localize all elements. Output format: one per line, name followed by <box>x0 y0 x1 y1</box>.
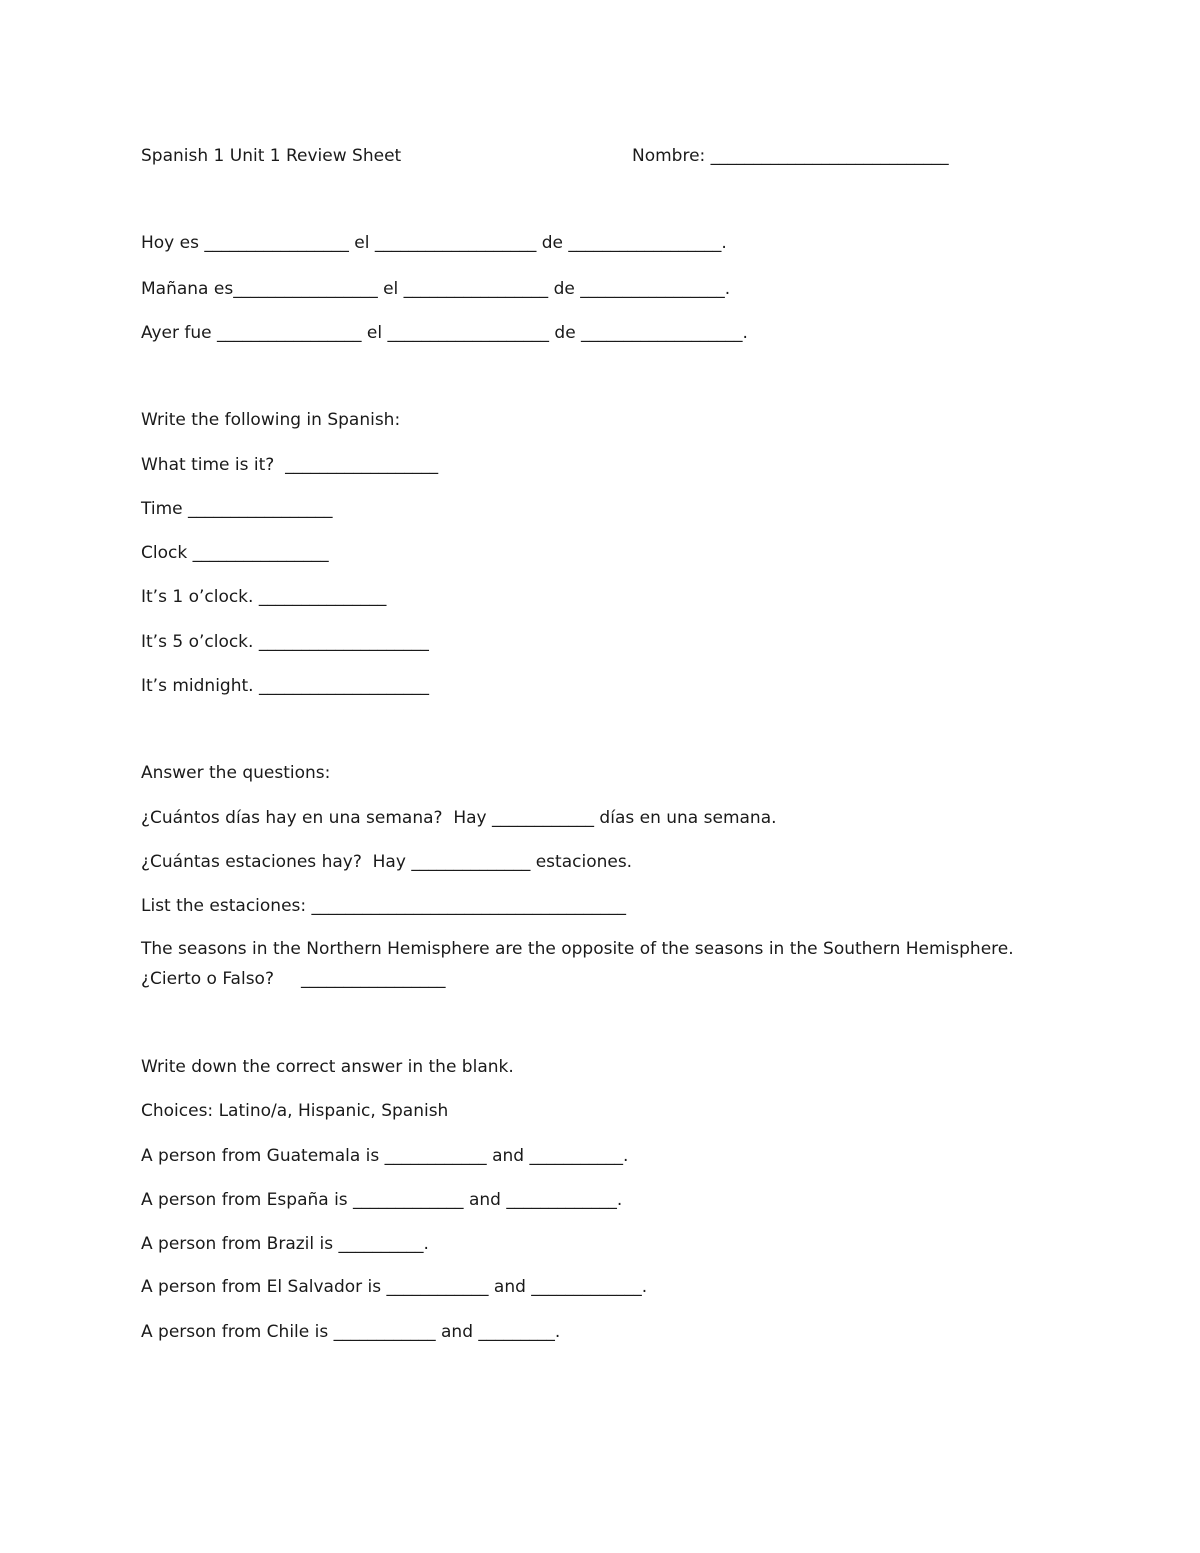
time-item: Clock ________________ <box>141 543 329 563</box>
answer-item: A person from Chile is ____________ and _________. <box>141 1322 561 1342</box>
time-item: It’s 5 o’clock. ____________________ <box>141 632 429 652</box>
answer-item: A person from Guatemala is ____________ and ___________. <box>141 1146 629 1166</box>
name-field: Nombre: ____________________________ <box>632 146 949 166</box>
question-days-in-week: ¿Cuántos días hay en una semana? Hay ____________ días en una semana. <box>141 808 777 828</box>
answer-item: A person from El Salvador is ____________ and _____________. <box>141 1277 648 1297</box>
answer-item: A person from España is _____________ and _____________. <box>141 1190 623 1210</box>
answer-choices: Choices: Latino/a, Hispanic, Spanish <box>141 1101 449 1121</box>
tomorrow-date-line: Mañana es_________________ el _________________ de _________________. <box>141 279 731 299</box>
time-item: It’s midnight. ____________________ <box>141 676 429 696</box>
question-hemisphere-statement: The seasons in the Northern Hemisphere are the opposite of the seasons in the Southern Hemisphere. <box>141 939 1014 959</box>
time-item: It’s 1 o’clock. _______________ <box>141 587 387 607</box>
time-item: What time is it? __________________ <box>141 455 439 475</box>
yesterday-date-line: Ayer fue _________________ el ___________________ de ___________________. <box>141 323 748 343</box>
question-list-seasons: List the estaciones: _____________________________________ <box>141 896 627 916</box>
today-date-line: Hoy es _________________ el ___________________ de __________________. <box>141 233 727 253</box>
question-seasons-count: ¿Cuántas estaciones hay? Hay ______________ estaciones. <box>141 852 633 872</box>
time-item: Time _________________ <box>141 499 333 519</box>
page-title: Spanish 1 Unit 1 Review Sheet <box>141 146 402 166</box>
questions-section-heading: Answer the questions: <box>141 763 331 783</box>
time-section-heading: Write the following in Spanish: <box>141 410 401 430</box>
question-true-false: ¿Cierto o Falso? _________________ <box>141 969 446 989</box>
answer-item: A person from Brazil is __________. <box>141 1234 429 1254</box>
answers-section-heading: Write down the correct answer in the blank. <box>141 1057 514 1077</box>
